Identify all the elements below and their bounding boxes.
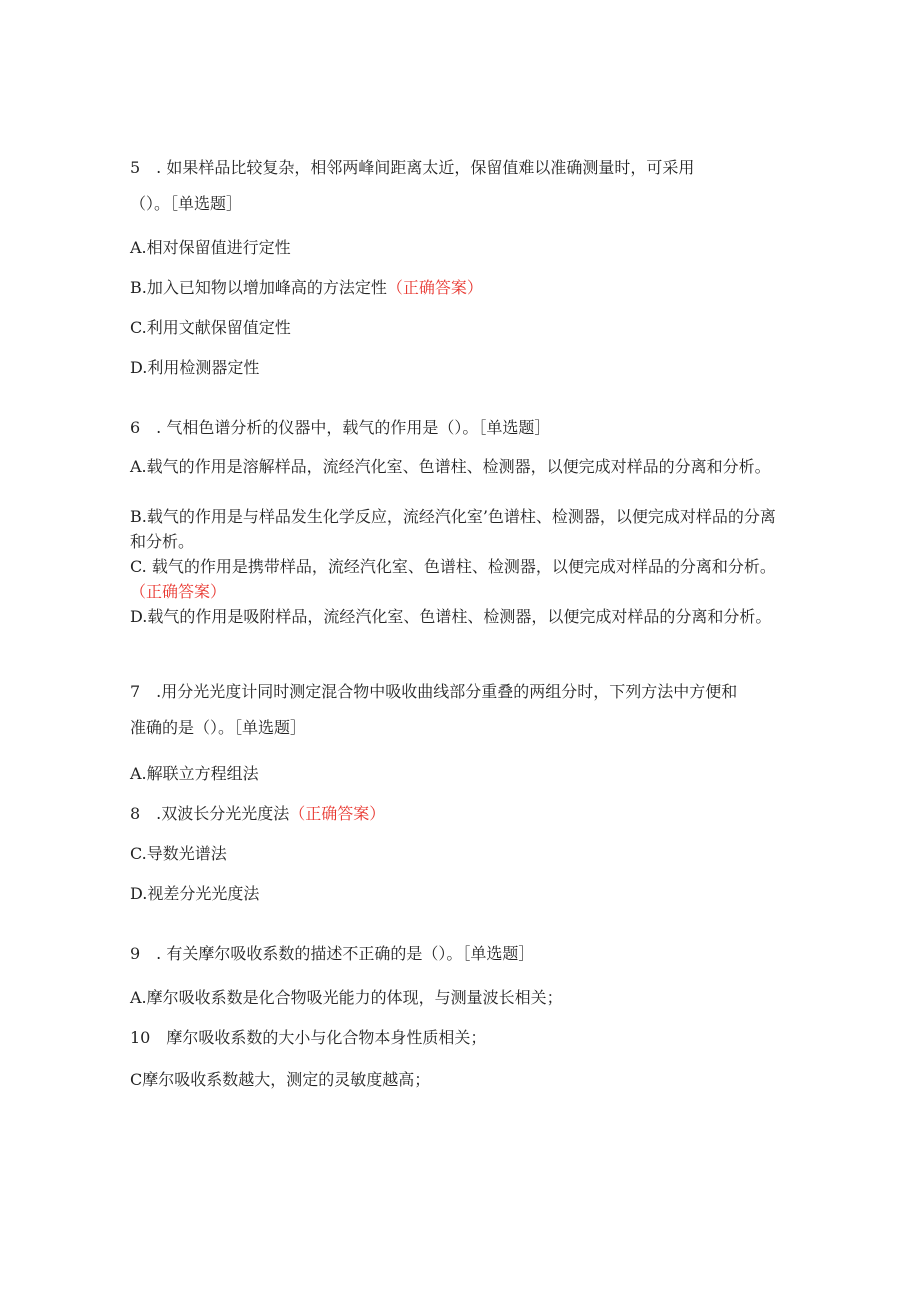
q7-option-c: C.导数光谱法 — [130, 844, 227, 863]
q5-option-d: D.利用检测器定性 — [130, 358, 260, 377]
q5-option-c: C.利用文献保留值定性 — [130, 318, 291, 337]
q5-option-b — [130, 278, 483, 298]
q6-option-c — [130, 554, 780, 604]
q9-title: 9 . 有关摩尔吸收系数的描述不正确的是（）。［单选题］ — [130, 944, 535, 963]
q6-option-a: A.载气的作用是溶解样品，流经汽化室、色谱柱、检测器，以便完成对样品的分离和分析。 — [130, 457, 771, 476]
q7-title-line2: 准确的是（）。［单选题］ — [130, 718, 307, 737]
q7-option-a: A.解联立方程组法 — [130, 764, 259, 783]
q9-option-c: C摩尔吸收系数越大，测定的灵敏度越高； — [130, 1070, 431, 1089]
q6-correct-answer-mark: （正确答案） — [130, 582, 227, 601]
q7-option-b-text: 8 .双波长分光光度法 — [130, 804, 290, 823]
q7-option-d: D.视差分光光度法 — [130, 884, 260, 903]
q9-option-b: 10 摩尔吸收系数的大小与化合物本身性质相关； — [130, 1028, 487, 1047]
q5-title-line2: （）。［单选题］ — [130, 194, 243, 213]
q6-option-d: D.载气的作用是吸附样品，流经汽化室、色谱柱、检测器，以便完成对样品的分离和分析。 — [130, 607, 772, 626]
q7-option-b — [130, 804, 385, 824]
q6-title: 6 . 气相色谱分析的仪器中，载气的作用是（）。［单选题］ — [130, 418, 551, 437]
q6-option-c-text: C. 载气的作用是携带样品，流经汽化室、色谱柱、检测器，以便完成对样品的分离和分析。 — [130, 557, 776, 576]
q7-correct-answer-mark: （正确答案） — [289, 804, 386, 823]
q7-title-line1: 7 .用分光光度计同时测定混合物中吸收曲线部分重叠的两组分时，下列方法中方便和 — [130, 682, 738, 701]
q6-option-b: B.载气的作用是与样品发生化学反应，流经汽化室’色谱柱、检测器，以便完成对样品的分离和分析。 — [130, 507, 776, 551]
q5-option-b-text: B.加入已知物以增加峰高的方法定性 — [130, 278, 387, 297]
q5-option-a: A.相对保留值进行定性 — [130, 238, 291, 257]
q5-correct-answer-mark: （正确答案） — [386, 278, 483, 297]
q5-title-line1: 5 . 如果样品比较复杂，相邻两峰间距离太近，保留值难以准确测量时，可采用 — [130, 158, 695, 177]
q9-option-a: A.摩尔吸收系数是化合物吸光能力的体现，与测量波长相关； — [130, 988, 563, 1007]
